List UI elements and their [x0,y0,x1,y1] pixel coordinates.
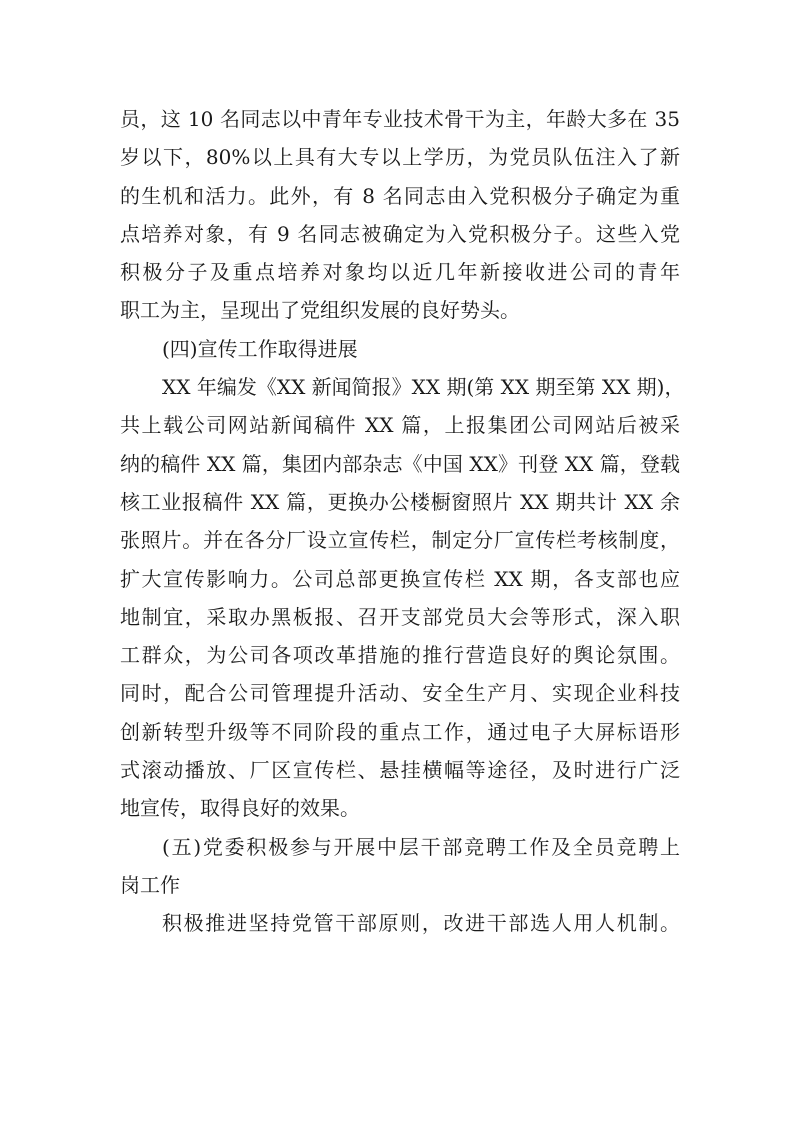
text-line: 张照片。并在各分厂设立宣传栏，制定分厂宣传栏考核制度， [120,528,680,553]
text-line: 地制宜，采取办黑板报、召开支部党员大会等形式，深入职 [120,604,680,629]
text-line: 职工为主，呈现出了党组织发展的良好势头。 [120,298,520,323]
paragraph-start-line: (四)宣传工作取得进展 [162,336,358,361]
text-line: 积极分子及重点培养对象均以近几年新接收进公司的青年 [120,260,680,285]
text-line: 共上载公司网站新闻稿件 XX 篇，上报集团公司网站后被采 [120,413,680,438]
text-line: 地宣传，取得良好的效果。 [120,796,360,821]
document-body [120,100,685,943]
text-line: 岁以下，80%以上具有大专以上学历，为党员队伍注入了新 [120,145,680,170]
paragraph-start-line: 积极推进坚持党管干部原则，改进干部选人用人机制。 [162,911,680,936]
text-line: 创新转型升级等不同阶段的重点工作，通过电子大屏标语形 [120,719,680,744]
text-line: 纳的稿件 XX 篇，集团内部杂志《中国 XX》刊登 XX 篇，登载 [120,451,680,476]
text-line: 扩大宣传影响力。公司总部更换宣传栏 XX 期，各支部也应 [120,566,680,591]
text-line: 的生机和活力。此外，有 8 名同志由入党积极分子确定为重 [120,183,680,208]
text-line: 式滚动播放、厂区宣传栏、悬挂横幅等途径，及时进行广泛 [120,758,680,783]
text-line: 核工业报稿件 XX 篇，更换办公楼橱窗照片 XX 期共计 XX 余 [120,489,680,514]
text-line: 同时，配合公司管理提升活动、安全生产月、实现企业科技 [120,681,680,706]
paragraph-start-line: XX 年编发《XX 新闻简报》XX 期(第 XX 期至第 XX 期)， [162,375,685,400]
text-line: 岗工作 [120,872,180,897]
text-line: 点培养对象，有 9 名同志被确定为入党积极分子。这些入党 [120,221,680,246]
paragraph-start-line: (五)党委积极参与开展中层干部竞聘工作及全员竞聘上 [162,834,680,859]
text-line: 员，这 10 名同志以中青年专业技术骨干为主，年龄大多在 35 [120,107,680,131]
text-line: 工群众，为公司各项改革措施的推行营造良好的舆论氛围。 [120,643,680,668]
